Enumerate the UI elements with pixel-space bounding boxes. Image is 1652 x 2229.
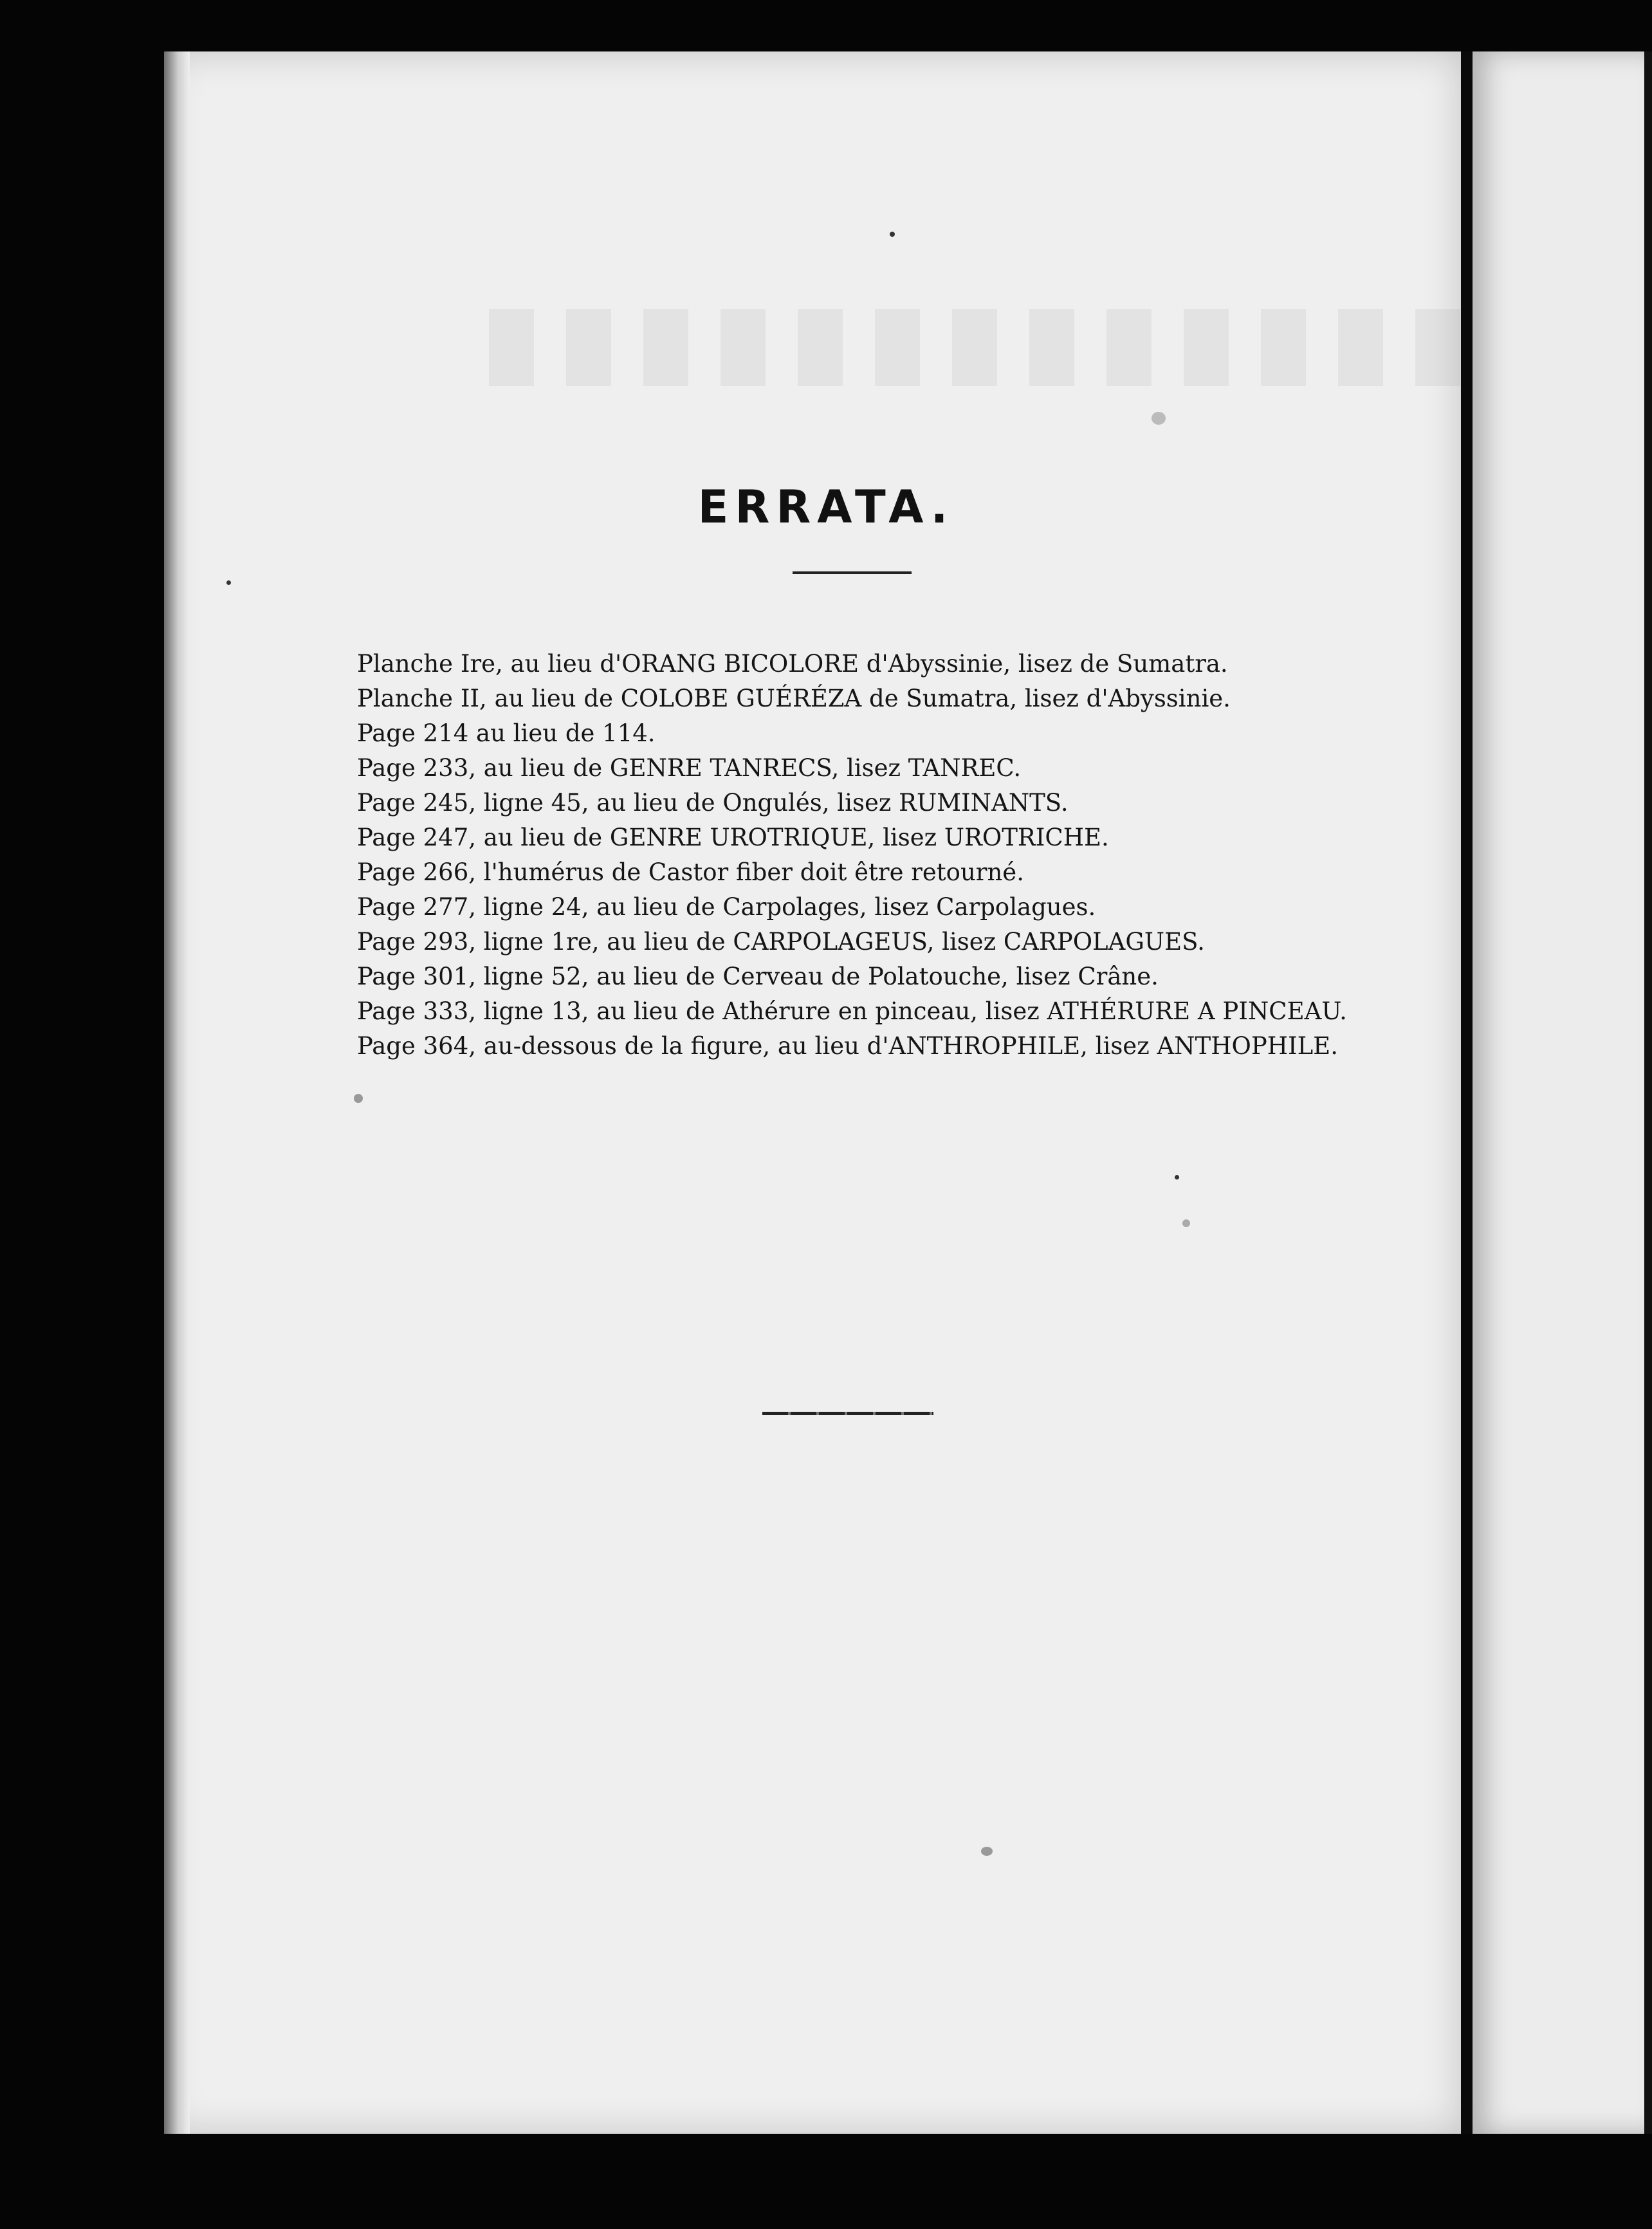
errata-entry: Page 301, ligne 52, au lieu de Cerveau de Polatouche, lisez Crâne. [357,963,1159,990]
title-rule [793,571,912,574]
errata-entry: Page 233, au lieu de GENRE TANRECS, lisez TANREC. [357,754,1022,782]
errata-title: ERRATA. [697,480,955,533]
errata-entry: Page 293, ligne 1re, au lieu de CARPOLAGEUS, lisez CARPOLAGUES. [357,928,1205,956]
paper-speck [226,580,231,585]
errata-entry: Planche Ire, au lieu d'ORANG BICOLORE d'Abyssinie, lisez de Sumatra. [357,650,1228,678]
errata-list [357,647,1361,1064]
paper-speck [1152,412,1166,425]
paper-speck [890,232,895,237]
errata-entry: Page 245, ligne 45, au lieu de Ongulés, lisez RUMINANTS. [357,789,1069,817]
paper-speck [1175,1175,1179,1179]
errata-entry: Planche II, au lieu de COLOBE GUÉRÉZA de Sumatra, lisez d'Abyssinie. [357,685,1231,712]
errata-entry: Page 333, ligne 13, au lieu de Athérure en pinceau, lisez ATHÉRURE A PINCEAU. [357,997,1347,1025]
errata-entry: Page 266, l'humérus de Castor fiber doit être retourné. [357,858,1024,886]
closing-rule [762,1412,933,1415]
errata-entry: Page 277, ligne 24, au lieu de Carpolages, lisez Carpolagues. [357,893,1096,921]
bleed-through-text [489,309,1480,386]
paper-speck [1182,1219,1190,1227]
scanned-page-right [1473,51,1652,2134]
scan-border-right [1644,51,1652,2134]
paper-speck [981,1847,993,1856]
errata-entry: Page 214 au lieu de 114. [357,719,656,747]
errata-entry: Page 247, au lieu de GENRE UROTRIQUE, lisez UROTRICHE. [357,824,1109,851]
errata-entry: Page 364, au-dessous de la figure, au lieu d'ANTHROPHILE, lisez ANTHOPHILE. [357,1032,1338,1060]
page-edge-shadow [164,51,190,2134]
paper-speck [354,1094,363,1103]
